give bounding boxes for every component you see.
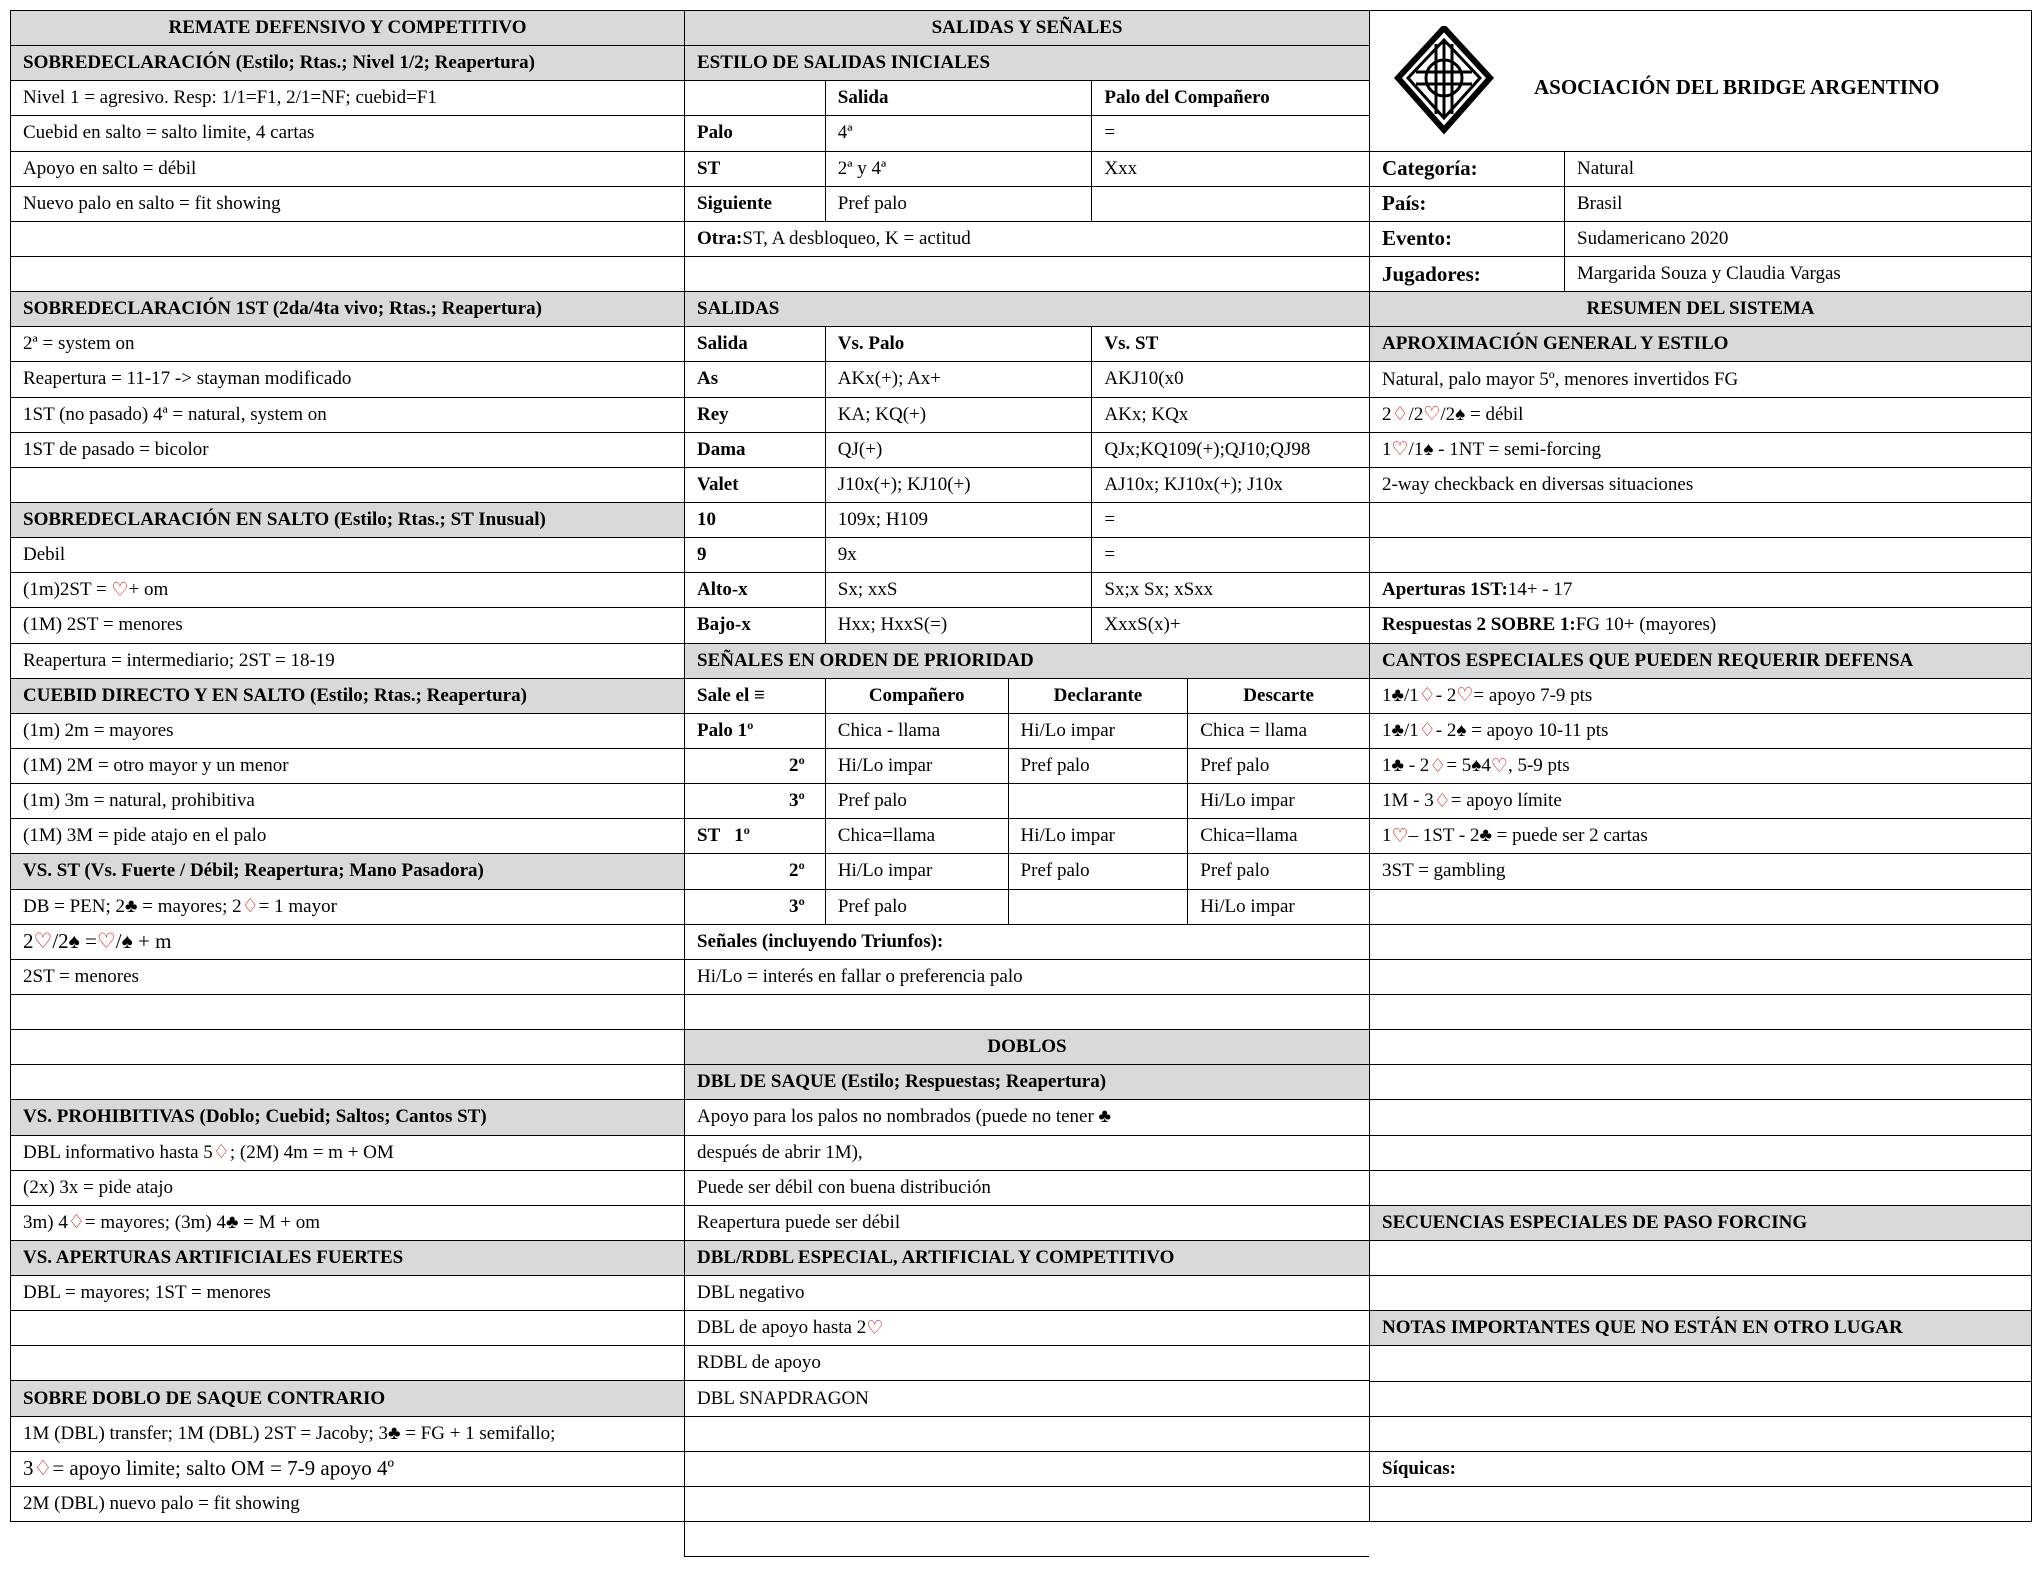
header-logo-block	[1369, 11, 2031, 152]
diamond-symbol: ♢	[1418, 720, 1436, 742]
diamond-symbol: ♢	[1418, 685, 1436, 707]
heart-symbol: ♡	[866, 1317, 884, 1339]
text-line: 2ST = menores	[10, 960, 684, 995]
column-title: SALIDAS Y SEÑALES	[684, 11, 1369, 46]
empty-line	[1369, 1417, 2031, 1452]
text-line: (1m) 3m = natural, prohibitiva	[10, 784, 684, 819]
text-line	[1369, 608, 2031, 643]
table-cell: Hi/Lo impar	[1008, 714, 1188, 748]
empty-line	[10, 1030, 684, 1065]
text: (1m)2ST =	[23, 579, 107, 601]
table-cell: Pref palo	[825, 784, 1008, 818]
empty-line	[1369, 1030, 2031, 1065]
heart-symbol: ♡	[1490, 755, 1508, 777]
table-cell: =	[1091, 538, 1369, 572]
empty-line	[1369, 960, 2031, 995]
table-cell	[685, 81, 825, 115]
text-label: Respuestas 2 SOBRE 1:	[1382, 614, 1576, 636]
info-label: País:	[1382, 191, 1427, 216]
diamond-symbol: ♢	[1433, 790, 1451, 812]
text: , 5-9 pts	[1507, 755, 1570, 777]
table-cell: Chica = llama	[1187, 714, 1369, 748]
table-cell: Declarante	[1008, 679, 1188, 713]
table-cell: 9	[697, 544, 707, 566]
text-line: Cuebid en salto = salto limite, 4 cartas	[10, 116, 684, 151]
text: = 1 mayor	[258, 895, 337, 917]
table-cell: Valet	[697, 473, 739, 495]
info-value: Sudamericano 2020	[1564, 222, 1728, 256]
text-line: después de abrir 1M),	[684, 1136, 1369, 1171]
text: 3	[23, 1456, 34, 1481]
association-logo-icon	[1394, 26, 1494, 136]
table-cell: Dama	[697, 438, 746, 460]
empty-line	[684, 1417, 1369, 1452]
text: 1♣/1	[1382, 719, 1419, 741]
text-line	[1369, 784, 2031, 819]
table-row	[684, 890, 1369, 925]
empty-line	[1369, 925, 2031, 960]
info-value: Margarida Souza y Claudia Vargas	[1564, 257, 1841, 291]
table-cell: 2ª y 4ª	[825, 152, 1092, 186]
table-row	[684, 116, 1369, 151]
table-row	[684, 538, 1369, 573]
table-header-row	[684, 327, 1369, 362]
text-line	[684, 1311, 1369, 1346]
table-cell: =	[1091, 116, 1369, 150]
text-line: 2M (DBL) nuevo palo = fit showing	[10, 1487, 684, 1522]
text: /1♠ - 1NT = semi-forcing	[1408, 438, 1602, 460]
table-cell: Hi/Lo impar	[1008, 819, 1188, 853]
section-header: SOBREDECLARACIÓN (Estilo; Rtas.; Nivel 1/2; Reapertura)	[10, 46, 684, 81]
table-cell: Chica=llama	[825, 819, 1008, 853]
text-line: (2x) 3x = pide atajo	[10, 1171, 684, 1206]
section-header: DBL DE SAQUE (Estilo; Respuestas; Reapertura)	[684, 1065, 1369, 1100]
text-line	[1369, 714, 2031, 749]
diamond-symbol: ♢	[33, 1456, 53, 1481]
text: = apoyo límite	[1450, 790, 1562, 812]
table-row	[684, 362, 1369, 397]
column-title: REMATE DEFENSIVO Y COMPETITIVO	[10, 11, 684, 46]
table-cell: 4ª	[825, 116, 1092, 150]
section-header: SECUENCIAS ESPECIALES DE PASO FORCING	[1369, 1206, 2031, 1241]
text-line: 1ST de pasado = bicolor	[10, 433, 684, 468]
section-header: SOBRE DOBLO DE SAQUE CONTRARIO	[10, 1381, 684, 1416]
table-cell: =	[1091, 503, 1369, 537]
text-line	[10, 573, 684, 608]
text-line: DBL = mayores; 1ST = menores	[10, 1276, 684, 1311]
section-header: SOBREDECLARACIÓN EN SALTO (Estilo; Rtas.; ST Inusual)	[10, 503, 684, 538]
table-cell: 3º	[789, 895, 805, 917]
table-cell: Hxx; HxxS(=)	[825, 608, 1092, 642]
text-line: Puede ser débil con buena distribución	[684, 1171, 1369, 1206]
table-row	[684, 152, 1369, 187]
section-header: APROXIMACIÓN GENERAL Y ESTILO	[1369, 327, 2031, 362]
table-row	[684, 819, 1369, 854]
text: = apoyo 7-9 pts	[1473, 684, 1593, 706]
empty-line	[684, 1452, 1369, 1487]
empty-line	[1369, 1136, 2031, 1171]
table-cell: QJx;KQ109(+);QJ10;QJ98	[1091, 433, 1369, 467]
text-line: (1M) 2ST = menores	[10, 608, 684, 643]
text: – 1ST - 2♣ = puede ser 2 cartas	[1408, 825, 1648, 847]
table-cell: Siguiente	[697, 192, 772, 214]
empty-line	[1369, 995, 2031, 1030]
table-cell	[1008, 890, 1188, 924]
table-cell: 2º	[789, 755, 805, 777]
table-row	[684, 749, 1369, 784]
psychics-label: Síquicas:	[1369, 1452, 2031, 1487]
table-cell: Salida	[825, 81, 1092, 115]
text-line: Hi/Lo = interés en fallar o preferencia palo	[684, 960, 1369, 995]
leads-signals-column	[684, 10, 1369, 1557]
section-header: SEÑALES EN ORDEN DE PRIORIDAD	[684, 644, 1369, 679]
section-header: VS. ST (Vs. Fuerte / Débil; Reapertura; Mano Pasadora)	[10, 854, 684, 889]
text: DBL de apoyo hasta 2	[697, 1317, 867, 1339]
text: FG 10+ (mayores)	[1575, 614, 1717, 636]
table-cell: Vs. Palo	[825, 327, 1092, 361]
text-line	[10, 1136, 684, 1171]
info-value: Brasil	[1564, 187, 1622, 221]
table-cell: Chica=llama	[1187, 819, 1369, 853]
table-header-row	[684, 81, 1369, 116]
text: 2	[1382, 403, 1392, 425]
table-cell: XxxS(x)+	[1091, 608, 1369, 642]
section-header: VS. APERTURAS ARTIFICIALES FUERTES	[10, 1241, 684, 1276]
table-cell: Hi/Lo impar	[1187, 890, 1369, 924]
table-cell: Pref palo	[1187, 749, 1369, 783]
section-header: NOTAS IMPORTANTES QUE NO ESTÁN EN OTRO LUGAR	[1369, 1311, 2031, 1346]
text: 1♣ - 2	[1382, 755, 1430, 777]
heart-symbol: ♡	[33, 929, 53, 954]
text-line: Señales (incluyendo Triunfos):	[684, 925, 1369, 960]
text: 1M - 3	[1382, 790, 1434, 812]
text-line: Natural, palo mayor 5º, menores invertidos FG	[1369, 362, 2031, 397]
text: + om	[128, 579, 169, 601]
empty-line	[10, 1311, 684, 1346]
text: ST, A desbloqueo, K = actitud	[742, 227, 971, 249]
heart-symbol: ♡	[1391, 825, 1409, 847]
text-line: Debil	[10, 538, 684, 573]
table-header-row	[684, 679, 1369, 714]
empty-line	[1369, 890, 2031, 925]
table-cell: 3º	[789, 790, 805, 812]
text-line	[10, 890, 684, 925]
text-line: (1m) 2m = mayores	[10, 714, 684, 749]
table-cell: Pref palo	[1187, 854, 1369, 888]
table-cell: AKx(+); Ax+	[825, 362, 1092, 396]
empty-line	[1369, 1100, 2031, 1135]
table-cell: AKx; KQx	[1091, 398, 1369, 432]
text-line: Reapertura = 11-17 -> stayman modificado	[10, 362, 684, 397]
text-label: Otra:	[697, 227, 743, 249]
empty-line	[10, 257, 684, 292]
empty-line	[684, 257, 1369, 292]
table-row	[684, 468, 1369, 503]
diamond-symbol: ♢	[241, 896, 259, 918]
text-line: DBL negativo	[684, 1276, 1369, 1311]
text-line	[684, 222, 1369, 257]
section-header: DBL/RDBL ESPECIAL, ARTIFICIAL Y COMPETITIVO	[684, 1241, 1369, 1276]
table-cell: KA; KQ(+)	[825, 398, 1092, 432]
info-value: Natural	[1564, 152, 1634, 186]
table-cell: Hi/Lo impar	[1187, 784, 1369, 818]
text-line: Apoyo en salto = débil	[10, 152, 684, 187]
heart-symbol: ♡	[1391, 439, 1409, 461]
diamond-symbol: ♢	[1391, 404, 1409, 426]
table-cell: Palo 1º	[697, 719, 754, 741]
diamond-symbol: ♢	[212, 1142, 230, 1164]
empty-line	[684, 1487, 1369, 1522]
table-cell: 10	[697, 509, 716, 531]
table-cell: Bajo-x	[697, 614, 751, 636]
table-cell: Pref palo	[1008, 749, 1188, 783]
text-line: RDBL de apoyo	[684, 1346, 1369, 1381]
table-row	[684, 714, 1369, 749]
diamond-symbol: ♢	[1429, 755, 1447, 777]
empty-line	[684, 995, 1369, 1030]
table-row	[684, 854, 1369, 889]
empty-line	[10, 995, 684, 1030]
heart-symbol: ♡	[1456, 685, 1474, 707]
empty-line	[1369, 1487, 2031, 1522]
section-header: CUEBID DIRECTO Y EN SALTO (Estilo; Rtas.; Reapertura)	[10, 679, 684, 714]
heart-symbol: ♡	[1423, 404, 1441, 426]
table-cell: As	[697, 368, 719, 390]
text: DB = PEN; 2♣ = mayores; 2	[23, 895, 242, 917]
text-line	[1369, 819, 2031, 854]
empty-line	[1369, 1171, 2031, 1206]
text-line: DBL SNAPDRAGON	[684, 1381, 1369, 1416]
empty-line	[1369, 503, 2031, 538]
section-header: SOBREDECLARACIÓN 1ST (2da/4ta vivo; Rtas.; Reapertura)	[10, 292, 684, 327]
table-cell: Xxx	[1091, 152, 1369, 186]
info-row	[1369, 187, 2031, 222]
text-line: 1M (DBL) transfer; 1M (DBL) 2ST = Jacoby; 3♣ = FG + 1 semifallo;	[10, 1417, 684, 1452]
table-cell: AJ10x; KJ10x(+); J10x	[1091, 468, 1369, 502]
table-row	[684, 784, 1369, 819]
text-line	[10, 1452, 684, 1487]
text-line: Reapertura = intermediario; 2ST = 18-19	[10, 644, 684, 679]
text: DBL informativo hasta 5	[23, 1141, 213, 1163]
table-cell	[1091, 187, 1369, 221]
table-cell: Pref palo	[825, 890, 1008, 924]
table-cell: Rey	[697, 403, 729, 425]
table-cell: 9x	[825, 538, 1092, 572]
text-line: Reapertura puede ser débil	[684, 1206, 1369, 1241]
table-row	[684, 503, 1369, 538]
text-line: Nuevo palo en salto = fit showing	[10, 187, 684, 222]
empty-line	[10, 1065, 684, 1100]
heart-symbol: ♡	[96, 929, 116, 954]
text: - 2♠ = apoyo 10-11 pts	[1435, 719, 1609, 741]
diamond-symbol: ♢	[67, 1212, 85, 1234]
table-cell: Hi/Lo impar	[825, 854, 1008, 888]
text: /2♠ =	[52, 929, 97, 954]
text: - 2	[1435, 684, 1457, 706]
empty-line	[1369, 538, 2031, 573]
table-cell	[1008, 784, 1188, 818]
table-cell: Compañero	[825, 679, 1008, 713]
section-header: VS. PROHIBITIVAS (Doblo; Cuebid; Saltos; Cantos ST)	[10, 1100, 684, 1135]
info-row	[1369, 152, 2031, 187]
text: = 5♠4	[1446, 755, 1491, 777]
table-cell: Palo del Compañero	[1091, 81, 1369, 115]
empty-line	[10, 1346, 684, 1381]
table-cell: Chica - llama	[825, 714, 1008, 748]
defensive-column	[10, 10, 684, 1522]
table-cell: ST 1º	[697, 825, 750, 847]
text-line: 3ST = gambling	[1369, 854, 2031, 889]
section-header: ESTILO DE SALIDAS INICIALES	[684, 46, 1369, 81]
table-cell: Descarte	[1187, 679, 1369, 713]
text-line	[1369, 749, 2031, 784]
text: 14+ - 17	[1507, 579, 1573, 601]
text: /2♠ = débil	[1440, 403, 1524, 425]
table-cell: J10x(+); KJ10(+)	[825, 468, 1092, 502]
table-cell: Alto-x	[697, 579, 748, 601]
system-summary-column	[1369, 10, 2032, 1522]
text-line	[10, 1206, 684, 1241]
table-cell: Sx;x Sx; xSxx	[1091, 573, 1369, 607]
text: 1	[1382, 825, 1392, 847]
table-cell: 2º	[789, 860, 805, 882]
empty-line	[1369, 1065, 2031, 1100]
text-line	[10, 925, 684, 960]
text: 1♣/1	[1382, 684, 1419, 706]
organization-name: ASOCIACIÓN DEL BRIDGE ARGENTINO	[1534, 75, 1940, 100]
empty-line	[684, 1522, 1369, 1557]
text-line: (1M) 2M = otro mayor y un menor	[10, 749, 684, 784]
table-cell: Pref palo	[1008, 854, 1188, 888]
table-cell: ST	[697, 157, 721, 179]
text: 3m) 4	[23, 1211, 68, 1233]
text-label: Aperturas 1ST:	[1382, 579, 1508, 601]
table-cell: Hi/Lo impar	[825, 749, 1008, 783]
heart-symbol: ♡	[111, 579, 129, 601]
table-cell: QJ(+)	[825, 433, 1092, 467]
empty-line	[1369, 1241, 2031, 1276]
table-cell: Salida	[697, 333, 748, 355]
text: /♠ + m	[115, 929, 172, 954]
text-line: (1M) 3M = pide atajo en el palo	[10, 819, 684, 854]
text: /2	[1408, 403, 1424, 425]
text-line	[10, 468, 684, 503]
table-cell: Sale el ≡	[697, 684, 765, 706]
info-label: Evento:	[1382, 226, 1452, 251]
empty-line	[1369, 1346, 2031, 1381]
text: = apoyo limite; salto OM = 7-9 apoyo 4º	[52, 1456, 394, 1481]
text-line	[10, 222, 684, 257]
empty-line	[1369, 1382, 2031, 1417]
empty-line	[1369, 1276, 2031, 1311]
text-line	[1369, 679, 2031, 714]
info-label: Jugadores:	[1382, 261, 1481, 286]
text-line: 1ST (no pasado) 4ª = natural, system on	[10, 398, 684, 433]
text-line: 2-way checkback en diversas situaciones	[1369, 468, 2031, 503]
text: 2	[23, 929, 34, 954]
section-title: RESUMEN DEL SISTEMA	[1369, 292, 2031, 327]
info-row	[1369, 257, 2031, 292]
table-row	[684, 433, 1369, 468]
table-cell: Palo	[697, 122, 733, 144]
table-row	[684, 187, 1369, 222]
text-line	[1369, 398, 2031, 433]
table-cell: AKJ10(x0	[1091, 362, 1369, 396]
table-row	[684, 608, 1369, 643]
section-title: DOBLOS	[684, 1030, 1369, 1065]
section-header: SALIDAS	[684, 292, 1369, 327]
table-row	[684, 573, 1369, 608]
info-label: Categoría:	[1382, 156, 1478, 181]
table-cell: Sx; xxS	[825, 573, 1092, 607]
table-cell: 109x; H109	[825, 503, 1092, 537]
text-line: 2ª = system on	[10, 327, 684, 362]
text: = mayores; (3m) 4♣ = M + om	[84, 1211, 321, 1233]
section-header: CANTOS ESPECIALES QUE PUEDEN REQUERIR DEFENSA	[1369, 644, 2031, 679]
text-line: Apoyo para los palos no nombrados (puede no tener ♣	[684, 1100, 1369, 1135]
table-cell: Pref palo	[825, 187, 1092, 221]
info-row	[1369, 222, 2031, 257]
table-cell: Vs. ST	[1091, 327, 1369, 361]
text: ; (2M) 4m = m + OM	[229, 1141, 394, 1163]
text-line	[1369, 433, 2031, 468]
text-line	[1369, 573, 2031, 608]
text-line: Nivel 1 = agresivo. Resp: 1/1=F1, 2/1=NF; cuebid=F1	[10, 81, 684, 116]
text: 1	[1382, 438, 1392, 460]
table-row	[684, 398, 1369, 433]
